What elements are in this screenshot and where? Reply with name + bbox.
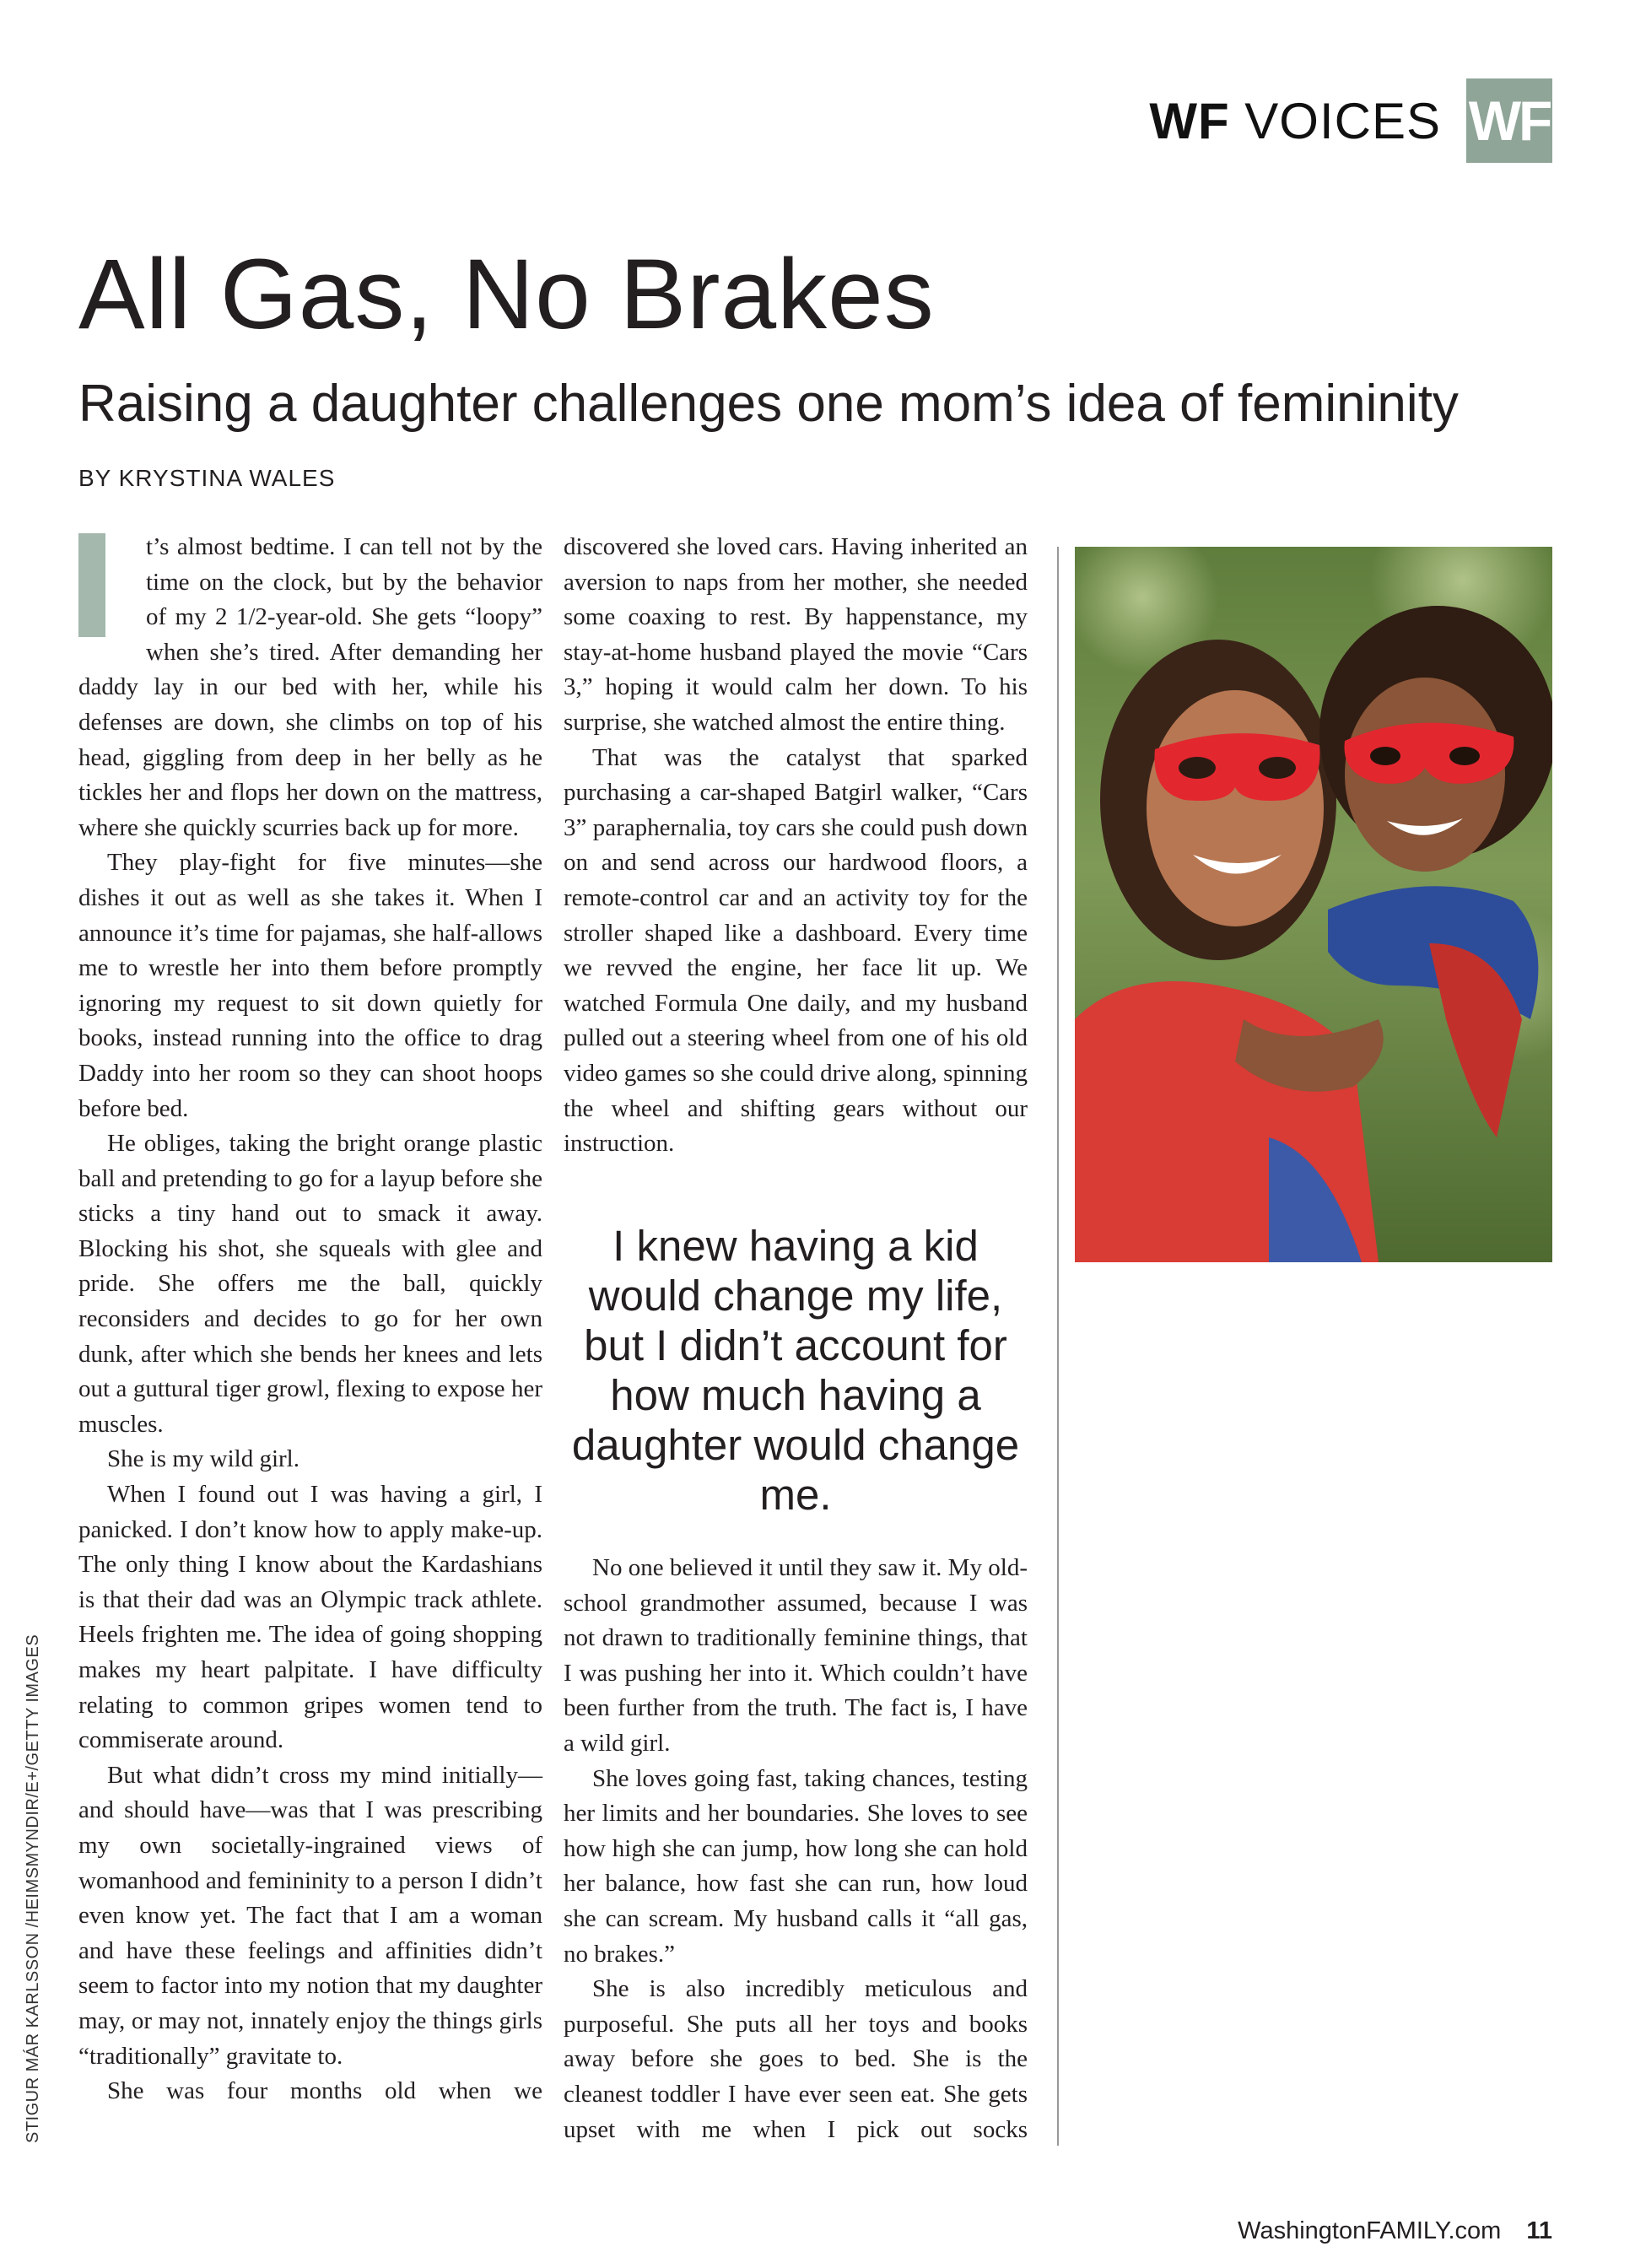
photo-illustration (1075, 547, 1552, 1262)
paragraph: No one believed it until they saw it. My old-school grandmother assumed, because I was not drawn to traditionally feminine things, that I was pushing her into it. Which couldn’t have been further from the truth. The fact is, I have a wild girl. (564, 1554, 1028, 1757)
paragraph: She is my wild girl. (107, 1445, 299, 1473)
drop-cap-i (78, 533, 105, 637)
page-footer (1238, 2217, 1552, 2245)
paragraph: She was four months old when we (107, 2077, 542, 2105)
footer-site: WashingtonFAMILY.com (1238, 2217, 1502, 2244)
section-name-rest: VOICES (1229, 92, 1441, 149)
article-title: All Gas, No Brakes (78, 239, 935, 350)
page-number: 11 (1526, 2217, 1552, 2244)
paragraph: That was the catalyst that sparked purchasing a car-shaped Batgirl walker, “Cars 3” paraphernalia, toy cars she could push down on and send across our hardwood floors, a remote-control car and an activity toy for the stroller shaped like a dashboard. Every time we revved the engine, her face lit up. We watched Formula One daily, and my husband pulled out a steering wheel from one of his old video games so she could drive along, spinning the wheel and shifting gears without our instruction. (564, 743, 1028, 1158)
photo-credit: STIGUR MÁR KARLSSON /HEIMSMYNDIR/E+/GETTY IMAGES (24, 1634, 42, 2143)
column-divider (1057, 547, 1059, 2146)
pull-quote: I knew having a kid would change my life, but I didn’t account for how much having a daughter would change me. (571, 1222, 1020, 1519)
paragraph: She loves going fast, taking chances, testing her limits and her boundaries. She loves to see how high she can jump, how long she can hold her balance, how fast she can run, how loud she can scream. My husband calls it “all gas, no brakes.” (564, 1764, 1028, 1968)
paragraph: She is also incredibly meticulous and purposeful. She puts all her toys and books away before she goes to bed. She is the cleanest toddler I have ever seen eat. She gets upset with me when I pick out socks (564, 1975, 1028, 2143)
paragraph: They play-fight for five minutes—she dishes it out as well as she takes it. When I announce it’s time for pajamas, she half-allows me to wrestle her into them before promptly ignoring my request to sit down quietly for books, instead running into the office to drag Daddy into her room so they can shoot hoops before bed. (78, 849, 542, 1122)
wf-logo: WF (1466, 78, 1552, 163)
section-name-bold: WF (1149, 92, 1230, 149)
paragraph: He obliges, taking the bright orange plastic ball and pretending to go for a layup before she sticks a tiny hand out to smack it away. Blocking his shot, she squeals with glee and pride. She offers me the ball, quickly reconsiders and decides to go for her own dunk, after which she bends her knees and lets out a guttural tiger growl, flexing to expose her muscles. (78, 1130, 543, 1438)
article-subtitle: Raising a daughter challenges one mom’s idea of femininity (78, 375, 1459, 433)
paragraph: t’s almost bedtime. I can tell not by the time on the clock, but by the behavior of my 2 1/2-year-old. She gets “loopy” when she’s tired. After demanding her daddy lay in our bed with her, while his defenses are down, she climbs on top of his head, giggling from deep in her belly as he tickles her and flops her down on the mattress, where she quickly scurries back up for more. (78, 533, 542, 841)
paragraph: discovered she loved cars. Having inherited an aversion to naps from her mother, she needed some coaxing to rest. By happenstance, my stay-at-home husband played the movie “Cars 3,” hoping it would calm her down. To his surprise, she watched almost the entire thing. (564, 533, 1028, 736)
byline: BY KRYSTINA WALES (78, 465, 336, 491)
body-column-middle-bottom (564, 1551, 1028, 2147)
paragraph: But what didn’t cross my mind initially—and should have—was that I was prescribing my own societally-ingrained views of womanhood and femininity to a person I didn’t even know yet. The fact that I am a woman and have these feelings and affinities didn’t seem to factor into my notion that my daughter may, or may not, innately enjoy the things girls “traditionally” gravitate to. (78, 1761, 542, 2070)
body-column-middle-top (564, 530, 1028, 1162)
article-photo (1075, 547, 1552, 1262)
paragraph: When I found out I was having a girl, I panicked. I don’t know how to apply make-up. The only thing I know about the Kardashians is that their dad was an Olympic track athlete. Heels frighten me. The idea of going shopping makes my heart palpitate. I have difficulty relating to common gripes women tend to commiserate around. (78, 1481, 542, 1754)
body-column-left (78, 530, 542, 2109)
section-header (1149, 78, 1552, 163)
section-name (1149, 92, 1441, 150)
